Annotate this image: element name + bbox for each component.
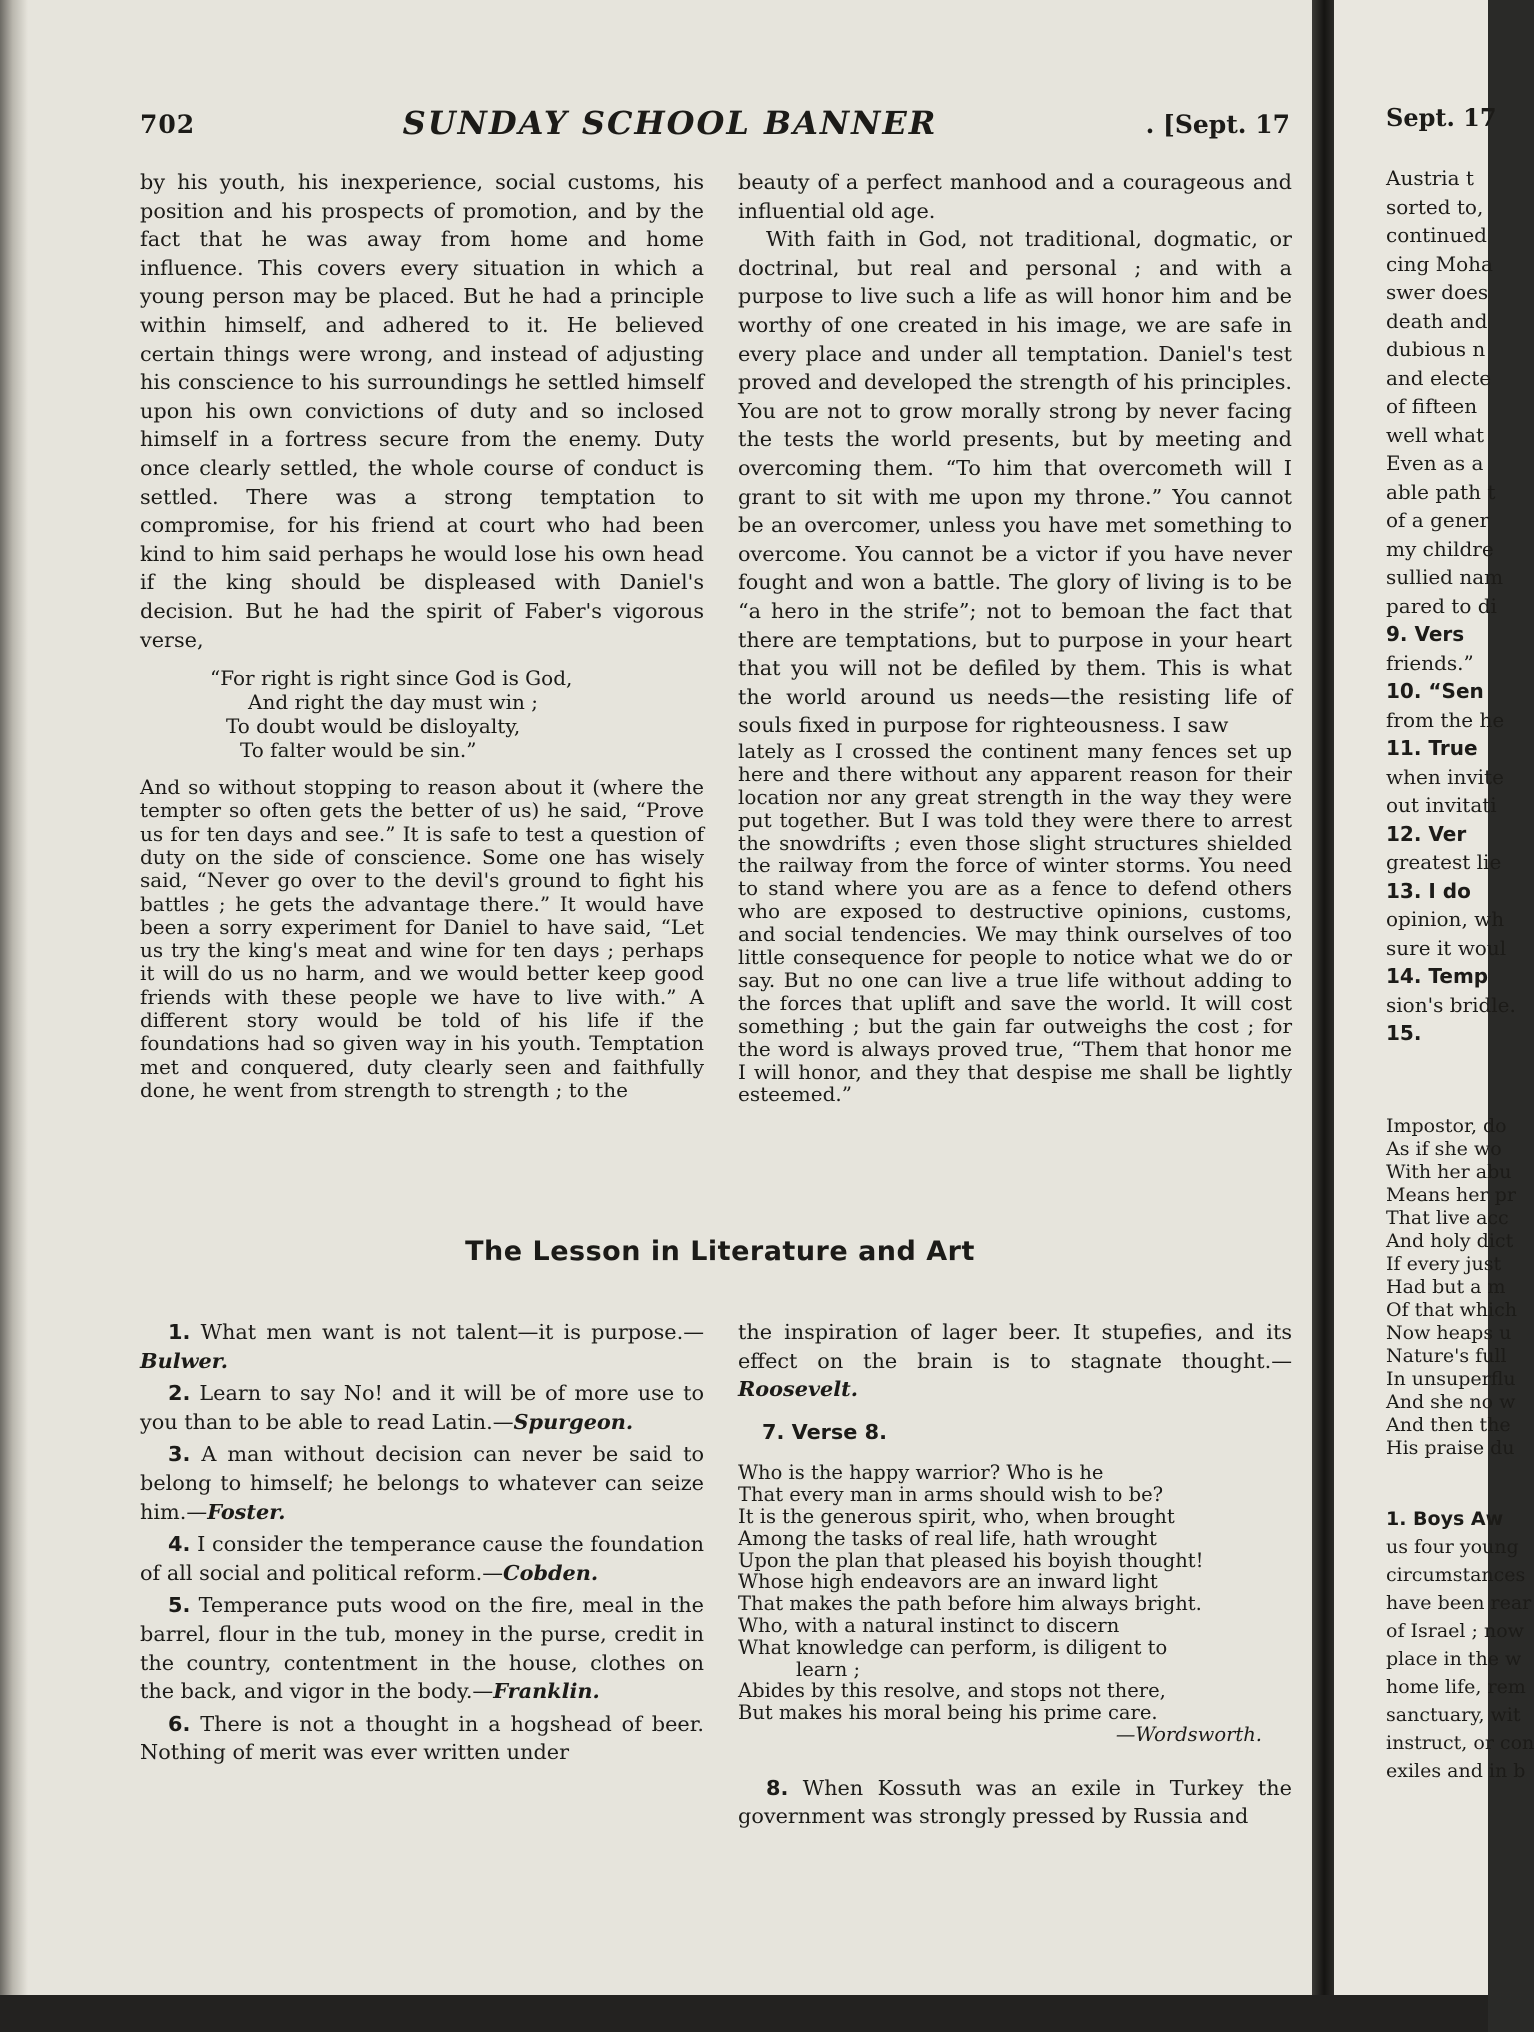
facing-page-line: That live acc bbox=[1386, 1207, 1509, 1229]
poem-line: It is the generous spirit, who, when brought bbox=[738, 1504, 1175, 1528]
quote-attribution: Franklin. bbox=[493, 1678, 600, 1704]
facing-page-line: place in the w bbox=[1386, 1648, 1522, 1670]
facing-page-line: well what bbox=[1386, 422, 1485, 447]
facing-page-text-bottom bbox=[1386, 1505, 1534, 1785]
paragraph: by his youth, his inexperience, social customs, his position and his prospects of promotion, and by the fact that he was away from home and home influence. This covers every situation in which a young person may be placed. But he had a principle within himself, and adhered to it. He believed certain things were wrong, and instead of adjusting his conscience to his surroundings he settled himself upon his own convictions of duty and so inclosed himself in a fortress secure from the enemy. Duty once clearly settled, the whole course of conduct is settled. There was a strong temptation to compromise, for his friend at court who had been kind to him said perhaps he would lose his own head if the king should be displeased with Daniel's decision. But he had the spirit of Faber's vigorous verse, bbox=[140, 170, 704, 652]
facing-page-line: Even as a bbox=[1386, 451, 1484, 475]
running-head bbox=[140, 104, 1300, 144]
facing-page-line: 10. “Sen bbox=[1386, 679, 1484, 703]
facing-page-line: friends.” bbox=[1386, 650, 1474, 675]
quote-number: 6. bbox=[168, 1711, 191, 1736]
facing-page-line: Impostor, do bbox=[1386, 1115, 1507, 1137]
poem-faber bbox=[210, 666, 704, 762]
quote-text: When Kossuth was an exile in Turkey the government was strongly pressed by Russia and bbox=[738, 1775, 1292, 1829]
paragraph: lately as I crossed the continent many fences set up here and there without any apparent reason for their location nor any great strength in the way they were put together. But I was told they were there to arrest the snowdrifts ; even those slight structures shielded the railway from the force of winter storms. You need to stand where you are as a fence to defend others who are exposed to destructive opinions, customs, and social tendencies. We may think ourselves of too little consequence for people to notice what we do or say. But no one can live a true life without adding to the forces that uplift and save the world. It will cost something ; but the gain far outweighs the cost ; for the word is always proved true, “Them that honor me I will honor, and they that despise me shall be lightly esteemed.” bbox=[738, 738, 1292, 1107]
quote-attribution: Cobden. bbox=[503, 1559, 599, 1585]
quote-text: the inspiration of lager beer. It stupefies, and its effect on the brain is to stagnate thought.— bbox=[738, 1320, 1292, 1373]
paragraph: With faith in God, not traditional, dogmatic, or doctrinal, but real and personal ; and with a purpose to live such a life as will honor him and be worthy of one created in his image, we are safe in every place and under all temptation. Daniel's test proved and developed the strength of his principles. You are not to grow morally strong by never facing the tests the world presents, but by meeting and overcoming them. “To him that overcometh will I grant to sit with me upon my throne.” You cannot be an overcomer, unless you have met something to overcome. You cannot be a victor if you have never fought and won a battle. The glory of living is to be “a hero in the strife”; not to bemoan the fact that there are temptations, but to purpose in your heart that you will not be defiled by them. This is what the world around us needs—the resisting life of souls fixed in purpose for righteousness. I saw bbox=[738, 227, 1292, 738]
facing-page-line: Of that which bbox=[1386, 1299, 1517, 1321]
facing-page-line: And then the bbox=[1386, 1414, 1511, 1436]
quote-item bbox=[140, 1530, 704, 1587]
quote-text: Temperance puts wood on the fire, meal in the barrel, flour in the tub, money in the purse, credit in the country, contentment in the house, clothes on the back, and vigor in the body.— bbox=[140, 1593, 704, 1704]
poem-line: Abides by this resolve, and stops not there, bbox=[738, 1679, 1166, 1703]
book-gutter bbox=[1312, 0, 1334, 2032]
facing-page-line: exiles and in b bbox=[1386, 1760, 1526, 1782]
quote-item bbox=[140, 1379, 704, 1436]
poem-line: Upon the plan that pleased his boyish thought! bbox=[738, 1548, 1204, 1572]
facing-page-line: greatest lie bbox=[1386, 850, 1502, 874]
scan-bottom-edge bbox=[0, 1995, 1488, 2032]
facing-page-line: His praise du bbox=[1386, 1437, 1515, 1459]
poem-line: What knowledge can perform, is diligent to bbox=[738, 1635, 1168, 1659]
facing-page-line: death and bbox=[1386, 308, 1488, 333]
facing-page-header: Sept. 17 bbox=[1386, 103, 1497, 132]
facing-page-line: dubious n bbox=[1386, 337, 1486, 361]
quote-number: 1. bbox=[168, 1320, 191, 1344]
poem-line: Among the tasks of real life, hath wrought bbox=[738, 1526, 1157, 1550]
facing-page-line: of fifteen bbox=[1386, 394, 1478, 418]
facing-page-line: us four young bbox=[1386, 1536, 1519, 1558]
facing-page-line: 1. Boys Aw bbox=[1386, 1508, 1504, 1530]
facing-page-line: Nature's full bbox=[1386, 1345, 1507, 1367]
facing-page-line: 14. Temp bbox=[1386, 964, 1489, 988]
facing-page-line: Now heaps u bbox=[1386, 1322, 1512, 1344]
section-heading: The Lesson in Literature and Art bbox=[465, 1236, 975, 1267]
poem-wordsworth bbox=[738, 1462, 1292, 1745]
facing-page-line: of Israel ; now bbox=[1386, 1620, 1524, 1642]
facing-page-line: In unsuperflu bbox=[1386, 1368, 1516, 1390]
facing-page-line: 13. I do bbox=[1386, 878, 1471, 903]
facing-page-line: Had but a m bbox=[1386, 1276, 1506, 1298]
facing-page-line: home life, rem bbox=[1386, 1676, 1526, 1698]
quote-attribution: Bulwer. bbox=[140, 1347, 229, 1373]
facing-page-line: Austria t bbox=[1386, 166, 1474, 190]
page-title: SUNDAY SCHOOL BANNER bbox=[402, 104, 938, 142]
poem-attribution: —Wordsworth. bbox=[1115, 1722, 1262, 1746]
quote-number: 4. bbox=[168, 1532, 191, 1557]
page-number: 702 bbox=[140, 110, 196, 139]
facing-page-line: opinion, wh bbox=[1386, 907, 1505, 931]
poem-line: And right the day must win ; bbox=[248, 690, 539, 715]
facing-page-line: and electe bbox=[1386, 365, 1492, 390]
facing-page-line: circumstances bbox=[1386, 1564, 1526, 1586]
facing-page-line: of a gener bbox=[1386, 508, 1489, 532]
paragraph: beauty of a perfect manhood and a courageous and influential old age. bbox=[738, 170, 1292, 223]
quotes-column-left bbox=[140, 1318, 704, 1771]
quote-attribution: Roosevelt. bbox=[738, 1376, 859, 1402]
quote-item bbox=[140, 1710, 704, 1767]
poem-line: That every man in arms should wish to be? bbox=[738, 1483, 1164, 1507]
quote-item bbox=[140, 1591, 704, 1705]
verse-heading: 7. Verse 8. bbox=[762, 1419, 888, 1444]
quote-item bbox=[738, 1318, 1292, 1404]
facing-page-line: out invitati bbox=[1386, 793, 1497, 817]
facing-page-line: sion's bridle. bbox=[1386, 992, 1516, 1017]
quote-text: A man without decision can never be said to belong to himself; he belongs to whatever can seize him.— bbox=[140, 1442, 704, 1524]
facing-page-line: 12. Ver bbox=[1386, 821, 1467, 846]
facing-page-line: swer does bbox=[1386, 280, 1489, 304]
poem-line: Who, with a natural instinct to discern bbox=[738, 1613, 1120, 1637]
facing-page-line: my childre bbox=[1386, 536, 1494, 561]
poem-line: That makes the path before him always bright. bbox=[738, 1592, 1202, 1616]
poem-line: “For right is right since God is God, bbox=[210, 666, 573, 691]
quote-text: I consider the temperance cause the foundation of all social and political reform.— bbox=[140, 1532, 704, 1585]
facing-page-line: pared to di bbox=[1386, 593, 1497, 618]
quote-number: 8. bbox=[766, 1775, 789, 1800]
facing-page-line: If every just bbox=[1386, 1253, 1502, 1275]
quote-text: Learn to say No! and it will be of more use to you than to be able to read Latin.— bbox=[140, 1381, 704, 1434]
page-date: . [Sept. 17 bbox=[1145, 110, 1290, 139]
facing-page-line: when invite bbox=[1386, 764, 1504, 789]
quote-attribution: Spurgeon. bbox=[513, 1408, 634, 1434]
poem-line: Who is the happy warrior? Who is he bbox=[738, 1461, 1104, 1485]
quote-number: 2. bbox=[168, 1381, 191, 1406]
facing-page-line: And she no w bbox=[1386, 1391, 1516, 1413]
poem-line: To doubt would be disloyalty, bbox=[226, 714, 521, 739]
facing-page-line: from the he bbox=[1386, 707, 1505, 732]
poem-line: Whose high endeavors are an inward light bbox=[738, 1570, 1158, 1594]
facing-page-line: sanctuary, wit bbox=[1386, 1704, 1521, 1726]
facing-page-line: able path t bbox=[1386, 479, 1496, 504]
facing-page-text-middle bbox=[1386, 1115, 1517, 1460]
article-column-left bbox=[140, 168, 704, 1102]
poem-line: But makes his moral being his prime care. bbox=[738, 1701, 1158, 1725]
quotes-column-right bbox=[738, 1318, 1292, 1835]
facing-page-line: 9. Vers bbox=[1386, 622, 1465, 646]
article-column-right bbox=[738, 168, 1292, 1106]
poem-line: To falter would be sin.” bbox=[240, 738, 477, 763]
quote-item bbox=[738, 1774, 1292, 1831]
facing-page-line: With her abu bbox=[1386, 1161, 1512, 1183]
facing-page-line: sorted to, bbox=[1386, 194, 1484, 219]
facing-page-line: sure it woul bbox=[1386, 935, 1507, 960]
facing-page-line: instruct, or con bbox=[1386, 1732, 1534, 1754]
facing-page-line: have been rear bbox=[1386, 1592, 1532, 1614]
paragraph: And so without stopping to reason about it (where the tempter so often gets the better of us) he said, “Prove us for ten days and see.” It is safe to test a question of duty on the side of conscience. Some one has wisely said, “Never go over to the devil's ground to fight his battles ; he gets the advantage there.” It would have been a sorry experiment for Daniel to have said, “Let us try the king's meat and wine for ten days ; perhaps it will do us no harm, and we would better keep good friends with these people we have to live with.” A different story would be told of his life if the foundations had so given way in his youth. Temptation met and conquered, duty clearly seen and faithfully done, he went from strength to strength ; to the bbox=[140, 775, 704, 1102]
quote-text: There is not a thought in a hogshead of beer. Nothing of merit was ever written under bbox=[140, 1711, 704, 1765]
quote-item bbox=[140, 1440, 704, 1526]
poem-line: learn ; bbox=[796, 1657, 861, 1681]
facing-page-line: 11. True bbox=[1386, 736, 1478, 760]
facing-page-line: As if she wo bbox=[1386, 1138, 1502, 1160]
facing-page-line: Means her pr bbox=[1386, 1184, 1516, 1206]
facing-page-text-top bbox=[1386, 164, 1516, 1048]
facing-page-line: continued bbox=[1386, 223, 1487, 247]
facing-page-line: sullied nam bbox=[1386, 565, 1504, 589]
facing-page-line: 15. bbox=[1386, 1021, 1422, 1045]
facing-page-line: And holy dict bbox=[1386, 1230, 1514, 1252]
quote-text: What men want is not talent—it is purpose.— bbox=[200, 1320, 704, 1344]
quote-number: 3. bbox=[168, 1442, 191, 1467]
quote-item bbox=[140, 1318, 704, 1375]
quote-attribution: Foster. bbox=[207, 1498, 286, 1524]
quote-number: 5. bbox=[168, 1593, 191, 1618]
facing-page-line: cing Moha bbox=[1386, 251, 1493, 276]
